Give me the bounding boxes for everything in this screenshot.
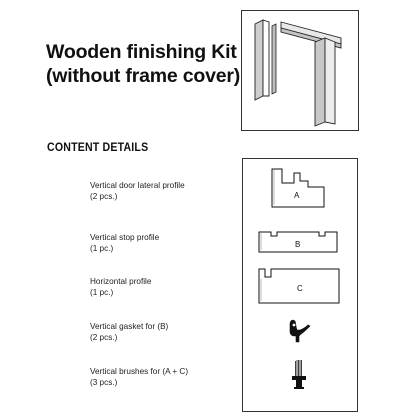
- profile-a-label: A: [294, 191, 300, 200]
- item-horizontal-profile: [90, 276, 240, 298]
- gasket-icon: [285, 316, 315, 346]
- brush-icon: [288, 358, 310, 392]
- item-qty: (2 pcs.): [90, 333, 118, 342]
- section-heading: CONTENT DETAILS: [47, 142, 149, 154]
- item-vertical-stop-profile: [90, 232, 240, 254]
- profile-a-icon: [270, 167, 332, 213]
- item-name: Vertical brushes for (A + C): [90, 367, 189, 376]
- title-line-1: Wooden finishing Kit: [46, 41, 237, 63]
- item-qty: (2 pcs.): [90, 192, 118, 201]
- item-vertical-gasket: [90, 321, 240, 343]
- item-name: Vertical stop profile: [90, 233, 160, 242]
- profile-c-label: C: [297, 284, 303, 293]
- item-qty: (1 pc.): [90, 288, 114, 297]
- page-title: [46, 40, 240, 88]
- item-vertical-door-lateral-profile: [90, 180, 240, 202]
- item-qty: (1 pc.): [90, 244, 114, 253]
- item-qty: (3 pcs.): [90, 378, 118, 387]
- item-name: Vertical door lateral profile: [90, 181, 185, 190]
- item-vertical-brushes: [90, 366, 240, 388]
- frame-assembly-icon: [241, 10, 359, 131]
- profile-b-label: B: [295, 240, 301, 249]
- item-name: Horizontal profile: [90, 277, 152, 286]
- title-line-2: (without frame cover): [46, 65, 241, 87]
- item-name: Vertical gasket for (B): [90, 322, 169, 331]
